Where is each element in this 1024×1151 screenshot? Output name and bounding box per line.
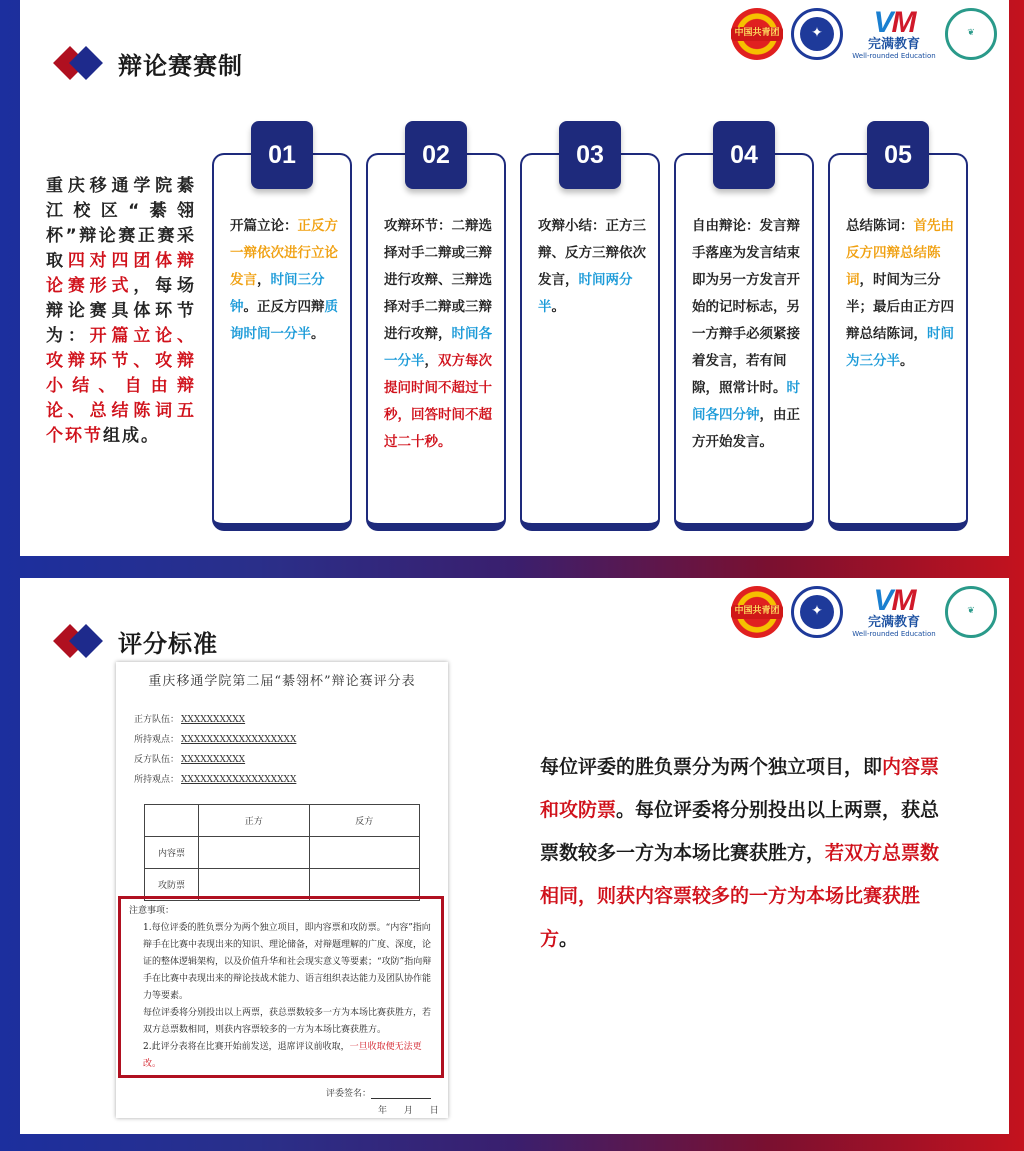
text-segment: ，每场辩论赛具体环节为： — [46, 276, 197, 346]
text-segment: ，时间为三分半；最后由正方四辩总结陈词， — [846, 272, 954, 342]
text-segment: 时间两分半 — [538, 272, 633, 315]
title-diamond-icon — [54, 624, 108, 658]
stage-number: 01 — [251, 121, 313, 189]
table-row: 攻防票 — [145, 869, 420, 901]
text-segment: 双方每次提问时间不超过十秒，回答时间不超过二十秒。 — [384, 353, 492, 450]
criteria-text — [540, 746, 940, 961]
text-segment: 。 — [551, 299, 565, 315]
notes-box — [118, 896, 444, 1078]
text-segment: 时间各四分钟 — [692, 380, 800, 423]
stage-number: 04 — [713, 121, 775, 189]
campus-logo: ❦ — [945, 586, 997, 638]
table-row: 内容票 — [145, 837, 420, 869]
text-segment: 时间三分钟 — [230, 272, 325, 315]
notes-title: 注意事项： — [129, 906, 175, 916]
stage-number: 05 — [867, 121, 929, 189]
text-segment: 若双方总票数相同，则获内容票较多的一方为本场比赛获胜方 — [540, 842, 940, 950]
affirmative-position-field: 所持观点： XXXXXXXXXXXXXXXXXX — [134, 735, 297, 745]
wanman-education-logo: VM 完满教育 Well-rounded Education — [852, 584, 936, 638]
stage-description — [538, 213, 648, 321]
text-segment: 首先由反方四辩总结陈词 — [846, 218, 954, 288]
judge-signature: 评委签名： — [326, 1086, 431, 1099]
negative-position-field: 所持观点： XXXXXXXXXXXXXXXXXX — [134, 775, 297, 785]
negative-team-field: 反方队伍： XXXXXXXXXX — [134, 755, 246, 765]
text-segment: 。正反方四辩 — [243, 299, 325, 315]
text-segment: 。 — [559, 928, 579, 950]
text-segment: ，由正方开始发言。 — [692, 407, 800, 450]
youth-league-logo: 中国共青团 — [731, 8, 783, 60]
wanman-education-logo: VM 完满教育 Well-rounded Education — [852, 6, 936, 60]
text-segment: 攻辩小结：正方三辩、反方三辩依次发言， — [538, 218, 646, 288]
stage-card-2 — [366, 140, 506, 531]
affirmative-team-field: 正方队伍： XXXXXXXXXX — [134, 715, 246, 725]
text-segment: 正反方一辩依次进行立论发言 — [230, 218, 338, 288]
slide-competition-format — [20, 0, 1009, 556]
note-1: 1.每位评委的胜负票分为两个独立项目，即内容票和攻防票。“内容”指向辩手在比赛中表现出来的知识、理论储备，对辩题理解的广度、深度，论证的整体逻辑架构，以及价值升华和社会现实意义等要素；“攻防”指向辩手在比赛中表现出来的辩论技战术能力、语言组织表达能力及团队协作能力等要素。 — [143, 923, 432, 1001]
logo-bar — [731, 582, 997, 642]
slide-scoring-criteria — [20, 578, 1009, 1134]
text-segment: 重庆移通学院綦江校区“綦翎杯”辩论赛正赛采取 — [46, 176, 196, 271]
school-logo: ✦ — [791, 8, 843, 60]
text-segment: 时间为三分半 — [846, 326, 954, 369]
logo-bar — [731, 4, 997, 64]
note-2: 2.此评分表将在比赛开始前发送，退席评议前收取，一旦收取便无法更改。 — [143, 1042, 422, 1069]
vote-table — [144, 804, 420, 901]
score-sheet-image — [116, 662, 448, 1118]
stage-number: 03 — [559, 121, 621, 189]
stage-description — [846, 213, 956, 375]
intro-text — [46, 174, 196, 449]
youth-league-logo: 中国共青团 — [731, 586, 783, 638]
text-segment: 内容票和攻防票 — [540, 756, 940, 821]
stage-card-3 — [520, 140, 660, 531]
table-row: 正方 反方 — [145, 805, 420, 837]
title-diamond-icon — [54, 46, 108, 80]
text-segment: ， — [257, 272, 271, 288]
text-segment: 攻辩环节：二辩选择对手二辩或三辩进行攻辩、三辩选择对手二辩或三辩进行攻辩， — [384, 218, 492, 342]
text-segment: 组成。 — [103, 426, 160, 446]
stage-description — [692, 213, 802, 456]
text-segment: 质询时间一分半 — [230, 299, 338, 342]
text-segment: ， — [424, 353, 438, 369]
text-segment: 开篇立论： — [230, 218, 298, 234]
text-segment: 开篇立论、攻辩环节、攻辩小结、自由辩论、总结陈词五个环节 — [46, 326, 197, 446]
note-1b: 每位评委将分别投出以上两票，获总票数较多一方为本场比赛获胜方，若双方总票数相同，则获内容票较多的一方为本场比赛获胜方。 — [143, 1008, 432, 1035]
text-segment: 。 — [900, 353, 914, 369]
school-logo: ✦ — [791, 586, 843, 638]
text-segment: 。每位评委将分别投出以上两票，获总票数较多一方为本场比赛获胜方， — [540, 799, 940, 864]
stage-card-5 — [828, 140, 968, 531]
stage-description — [230, 213, 340, 348]
text-segment: 。 — [311, 326, 325, 342]
stage-card-4 — [674, 140, 814, 531]
campus-logo: ❦ — [945, 8, 997, 60]
sheet-title: 重庆移通学院第二届“綦翎杯”辩论赛评分表 — [148, 674, 416, 689]
text-segment: 每位评委的胜负票分为两个独立项目，即 — [540, 756, 883, 778]
slide-title: 评分标准 — [118, 630, 218, 658]
stage-number: 02 — [405, 121, 467, 189]
slide-title: 辩论赛赛制 — [118, 52, 243, 80]
text-segment: 自由辩论：发言辩手落座为发言结束即为另一方发言开始的记时标志，另一方辩手必须紧接着发言，若有间隙，照常计时。 — [692, 218, 800, 396]
stage-card-1 — [212, 140, 352, 531]
stage-description — [384, 213, 494, 456]
text-segment: 时间各一分半 — [384, 326, 492, 369]
text-segment: 四对四团体辩论赛形式 — [46, 251, 197, 296]
sign-date: 年 月 日 — [378, 1106, 439, 1116]
text-segment: 总结陈词： — [846, 218, 914, 234]
